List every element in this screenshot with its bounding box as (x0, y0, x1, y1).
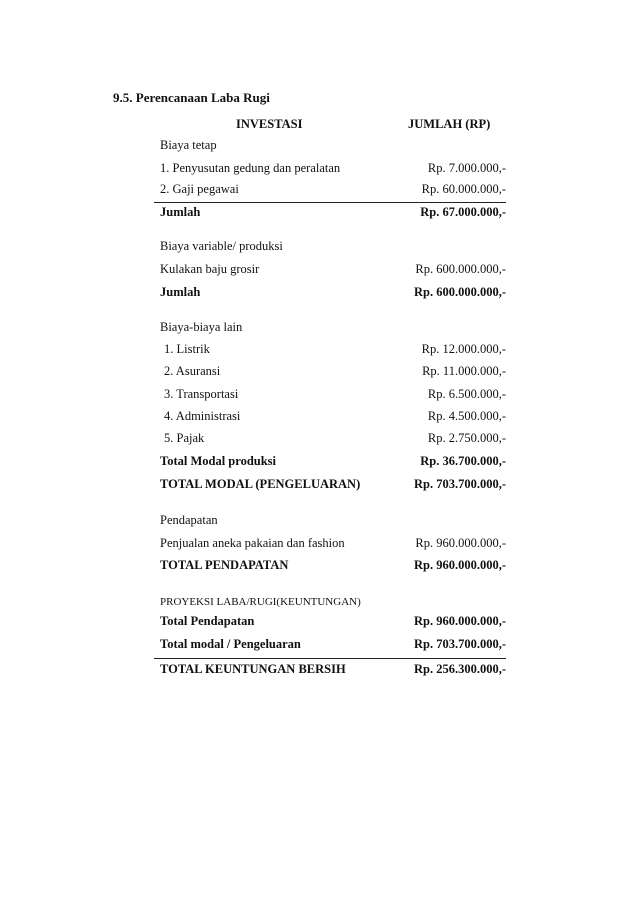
row-amount: Rp. 12.000.000,- (421, 342, 506, 356)
total-amount: Rp. 600.000.000,- (413, 285, 506, 299)
total-label: TOTAL PENDAPATAN (160, 558, 289, 572)
total-row (160, 637, 506, 657)
total-amount: Rp. 703.700.000,- (413, 637, 506, 651)
table-row (160, 364, 506, 384)
total-label: Total modal / Pengeluaran (160, 637, 301, 651)
table-row (160, 409, 506, 429)
section-title: 9.5. Perencanaan Laba Rugi (113, 90, 270, 105)
row-amount: Rp. 6.500.000,- (427, 387, 506, 401)
total-label: Total Pendapatan (160, 614, 255, 628)
column-header-investasi: INVESTASI (236, 117, 303, 131)
total-amount: Rp. 256.300.000,- (413, 662, 506, 676)
table-row (160, 431, 506, 451)
row-label: 5. Pajak (164, 431, 205, 445)
total-amount: Rp. 67.000.000,- (420, 205, 506, 219)
net-profit-row (160, 662, 506, 682)
total-label: TOTAL MODAL (PENGELUARAN) (160, 477, 361, 491)
row-label: Penjualan aneka pakaian dan fashion (160, 536, 345, 550)
total-amount: Rp. 36.700.000,- (420, 454, 506, 468)
total-row (160, 614, 506, 634)
total-label: Total Modal produksi (160, 454, 277, 468)
table-row (160, 536, 506, 556)
row-label: Kulakan baju grosir (160, 262, 260, 276)
group-title-proyeksi: PROYEKSI LABA/RUGI(KEUNTUNGAN) (160, 596, 361, 608)
total-label: Jumlah (160, 205, 201, 219)
table-row (160, 161, 506, 181)
divider (154, 658, 506, 659)
column-header-jumlah: JUMLAH (RP) (408, 117, 491, 131)
row-amount: Rp. 600.000.000,- (415, 262, 506, 276)
table-row (160, 387, 506, 407)
total-amount: Rp. 960.000.000,- (413, 558, 506, 572)
row-amount: Rp. 60.000.000,- (421, 182, 506, 196)
row-amount: Rp. 11.000.000,- (422, 364, 506, 378)
total-row (160, 454, 506, 474)
divider (154, 202, 506, 203)
table-row (160, 182, 506, 202)
total-row (160, 205, 506, 225)
total-amount: Rp. 960.000.000,- (413, 614, 506, 628)
row-label: 4. Administrasi (164, 409, 241, 423)
total-label: TOTAL KEUNTUNGAN BERSIH (160, 662, 346, 676)
row-amount: Rp. 4.500.000,- (427, 409, 506, 423)
total-row (160, 285, 506, 305)
group-title-biaya-tetap: Biaya tetap (160, 138, 217, 152)
row-label: 2. Asuransi (164, 364, 221, 378)
row-amount: Rp. 7.000.000,- (427, 161, 506, 175)
total-label: Jumlah (160, 285, 201, 299)
row-label: 2. Gaji pegawai (160, 182, 239, 196)
row-label: 3. Transportasi (164, 387, 239, 401)
group-title-pendapatan: Pendapatan (160, 513, 218, 527)
total-row (160, 477, 506, 497)
table-row (160, 342, 506, 362)
total-amount: Rp. 703.700.000,- (413, 477, 506, 491)
row-label: 1. Listrik (164, 342, 210, 356)
total-row (160, 558, 506, 578)
row-amount: Rp. 2.750.000,- (427, 431, 506, 445)
row-label: 1. Penyusutan gedung dan peralatan (160, 161, 341, 175)
row-amount: Rp. 960.000.000,- (415, 536, 506, 550)
group-title-biaya-variable: Biaya variable/ produksi (160, 239, 283, 253)
group-title-biaya-lain: Biaya-biaya lain (160, 320, 243, 334)
table-row (160, 262, 506, 282)
